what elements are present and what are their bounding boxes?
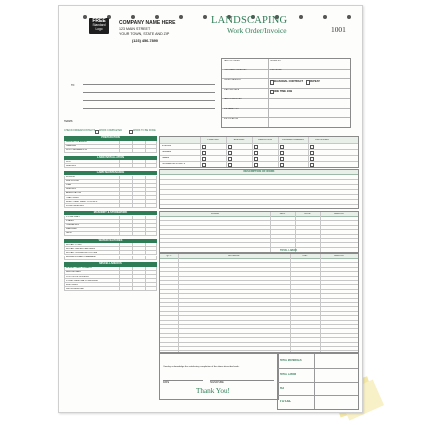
service-entry-cell[interactable] xyxy=(119,287,158,291)
service-entry-cell[interactable] xyxy=(119,164,158,168)
materials-row[interactable] xyxy=(160,262,358,263)
total-labor-label: TOTAL LABOR xyxy=(280,248,297,252)
plant-row-label: FLOWERING PLANTS xyxy=(161,162,185,165)
info-field-input[interactable] xyxy=(223,101,267,107)
plant-col-header: PLANTING xyxy=(207,138,219,141)
logo-line2: Standard xyxy=(92,23,106,27)
materials-row[interactable] xyxy=(160,280,358,281)
service-label: MULCHING xyxy=(66,283,78,286)
plant-row-label: TREES xyxy=(161,156,170,159)
service-label: TERRACING xyxy=(66,224,79,227)
labor-row[interactable] xyxy=(160,238,358,239)
description-box xyxy=(159,169,359,209)
totals-label: TOTAL xyxy=(279,399,292,403)
service-label: WALKWAY xyxy=(66,228,77,231)
binder-hole xyxy=(203,15,207,19)
terms-label: TERMS: xyxy=(64,120,74,123)
materials-row[interactable] xyxy=(160,311,358,312)
materials-col-header: MATERIAL xyxy=(228,254,240,257)
plant-row-label: SHRUBS xyxy=(161,144,172,147)
info-field-input[interactable] xyxy=(223,111,267,117)
service-label: HYDROSEEDING xyxy=(66,204,84,207)
plant-col-header: DEMOLITION xyxy=(258,138,272,141)
date-label: DATE xyxy=(163,381,170,384)
service-label: THATCHING xyxy=(66,196,79,199)
status-check-contacts: CHECK/ORDER/CONTACTS xyxy=(64,129,96,132)
info-field-label: DATE COMPLETED xyxy=(223,98,242,101)
materials-row[interactable] xyxy=(160,333,358,334)
plant-table xyxy=(159,136,359,168)
service-label: LIME xyxy=(66,184,72,187)
totals-value-cell[interactable] xyxy=(314,396,357,409)
plant-col-divider xyxy=(252,137,253,167)
service-categories xyxy=(64,136,157,406)
binder-hole xyxy=(347,15,351,19)
materials-row[interactable] xyxy=(160,315,358,316)
info-field-label: REPEAT xyxy=(309,79,320,83)
section-header-preparation: PREPARATION xyxy=(64,136,157,141)
info-field-label: CUSTOMER ORDER NO. xyxy=(223,69,247,72)
labor-row[interactable] xyxy=(160,220,358,221)
info-row-divider xyxy=(222,117,350,118)
info-field-label: SEASONAL CONTRACT xyxy=(273,79,304,83)
service-label: SOIL PREPARATION xyxy=(66,149,87,152)
plant-row-divider xyxy=(160,143,358,144)
labor-row[interactable] xyxy=(160,242,358,243)
labor-row[interactable] xyxy=(160,225,358,226)
service-entry-cell[interactable] xyxy=(119,149,158,153)
info-field-label: ORDER TAKEN BY xyxy=(223,79,241,82)
info-field-label: DATE OF ORDER xyxy=(223,59,240,62)
plant-col-divider xyxy=(200,137,201,167)
totals-label: TAX xyxy=(279,386,285,390)
binder-hole xyxy=(83,15,87,19)
service-row xyxy=(64,256,157,260)
totals-value-cell[interactable] xyxy=(314,382,357,395)
acknowledgement-text: I hereby acknowledge the satisfactory completion of the above described work. xyxy=(163,366,240,368)
totals-label: TOTAL MATERIALS xyxy=(279,359,302,363)
binder-hole xyxy=(179,15,183,19)
materials-row[interactable] xyxy=(160,320,358,321)
materials-row[interactable] xyxy=(160,298,358,299)
plant-col-header: FERTILIZING xyxy=(315,138,329,141)
to-line[interactable] xyxy=(83,108,215,109)
description-header: DESCRIPTION OF WORK xyxy=(160,170,358,175)
service-label: INSECT AND WEED CONTROL xyxy=(66,200,98,203)
materials-row[interactable] xyxy=(160,342,358,343)
service-label: SNOW REMOVAL xyxy=(66,287,84,290)
materials-row[interactable] xyxy=(160,350,358,351)
service-label: FERTILIZING xyxy=(66,180,80,183)
service-label: SEEDING xyxy=(66,164,76,167)
binder-hole xyxy=(131,15,135,19)
totals-label: TOTAL LABOR xyxy=(279,373,297,377)
section-header-water-features: WATER FEATURES xyxy=(64,239,157,244)
labor-col-header: RATE xyxy=(304,212,311,215)
labor-col-header: LABOR xyxy=(210,212,220,215)
materials-table xyxy=(159,253,359,353)
service-row xyxy=(64,164,157,168)
service-row xyxy=(64,232,157,236)
plant-checkbox[interactable] xyxy=(254,163,258,167)
plant-col-header: BUILDING xyxy=(233,138,245,141)
service-label: POST HOLE DIGGING xyxy=(66,275,89,278)
totals-value-cell[interactable] xyxy=(314,355,357,368)
service-row xyxy=(64,149,157,153)
company-address1: 123 MAIN STREET xyxy=(119,27,151,31)
labor-col-header: HRS. xyxy=(279,212,286,215)
info-field-label: JOB LOCATION xyxy=(223,117,239,120)
service-label: INSTALL POND xyxy=(66,243,82,246)
service-label: GRADING xyxy=(66,145,77,148)
description-line[interactable] xyxy=(160,179,358,180)
service-label: INSTALL SPRINKLER SYSTEM xyxy=(66,251,98,254)
materials-row[interactable] xyxy=(160,293,358,294)
service-row xyxy=(64,204,157,208)
service-label: STUMP REMOVAL & GRINDING xyxy=(66,279,99,282)
service-label: MOWING xyxy=(66,176,76,179)
plant-row-divider xyxy=(160,155,358,156)
thank-you-text: Thank You! xyxy=(196,387,230,395)
labor-row[interactable] xyxy=(160,229,358,230)
form-subtitle: Work Order/Invoice xyxy=(227,26,287,35)
plant-row-label: HEDGES xyxy=(161,150,172,153)
service-entry-cell[interactable] xyxy=(119,256,158,260)
service-label: STAIRS xyxy=(66,220,74,223)
to-line[interactable] xyxy=(83,84,215,85)
plant-checkbox[interactable] xyxy=(228,163,232,167)
service-label: STONE WALL xyxy=(66,216,80,219)
materials-row[interactable] xyxy=(160,337,358,338)
signature-label: SIGNATURE xyxy=(210,381,224,384)
materials-row[interactable] xyxy=(160,346,358,347)
materials-row[interactable] xyxy=(160,302,358,303)
binder-hole xyxy=(155,15,159,19)
binder-hole xyxy=(299,15,303,19)
status-work-to-be-done: WORK TO BE DONE xyxy=(133,129,156,132)
service-label: SEEDING xyxy=(66,188,76,191)
service-label: INSTALL WATER FEATURES xyxy=(66,247,96,250)
plant-row-divider xyxy=(160,149,358,150)
to-line[interactable] xyxy=(83,92,215,93)
service-label: REFUSE HAUL xyxy=(66,271,82,274)
service-label: IRRIGATION AND DRAINAGE xyxy=(66,256,96,259)
labor-row[interactable] xyxy=(160,247,358,248)
description-line[interactable] xyxy=(160,184,358,185)
service-label: DESIGN / PLANNING xyxy=(66,141,88,144)
logo-line1: FREE xyxy=(92,18,106,24)
plant-col-divider xyxy=(308,137,309,167)
job-info-box xyxy=(221,58,351,128)
materials-row[interactable] xyxy=(160,328,358,329)
section-header-lawn-maintenance: LAWN MAINTENANCE xyxy=(64,171,157,176)
company-name: COMPANY NAME HERE xyxy=(119,20,176,26)
info-field-label: STARTING DATE xyxy=(223,88,240,91)
company-logo xyxy=(89,18,109,34)
invoice-form xyxy=(58,5,363,413)
totals-value-cell[interactable] xyxy=(314,368,357,381)
info-field-input[interactable] xyxy=(223,81,267,87)
section-header-miscellaneous: MISCELLANEOUS xyxy=(64,262,157,267)
info-field-label: JOB NAME / NO. xyxy=(223,108,239,111)
form-title: LANDSCAPING xyxy=(211,15,288,26)
service-label: SPRING / FALL CLEANUP xyxy=(66,267,93,270)
plant-col-divider xyxy=(226,137,227,167)
section-header-masonry: MASONRY & STONEWORK xyxy=(64,211,157,216)
to-line[interactable] xyxy=(83,100,215,101)
binder-hole xyxy=(323,15,327,19)
info-field-label: ORDER NO. xyxy=(270,59,282,62)
labor-col-header: AMOUNT xyxy=(333,212,345,215)
plant-checkbox[interactable] xyxy=(280,163,284,167)
materials-row[interactable] xyxy=(160,276,358,277)
info-field-input[interactable] xyxy=(223,72,267,78)
service-entry-cell[interactable] xyxy=(119,204,158,208)
section-header-lawn-installation: LAWN INSTALLATION xyxy=(64,156,157,161)
info-field-label: JOB PHONE xyxy=(270,69,282,72)
company-address2: YOUR TOWN, STATE AND ZIP xyxy=(119,31,170,36)
description-line[interactable] xyxy=(160,194,358,195)
materials-row[interactable] xyxy=(160,271,358,272)
description-line[interactable] xyxy=(160,189,358,190)
materials-row[interactable] xyxy=(160,306,358,307)
materials-row[interactable] xyxy=(160,289,358,290)
description-line[interactable] xyxy=(160,204,358,205)
materials-col-header: QTY. xyxy=(166,254,172,257)
service-entry-cell[interactable] xyxy=(119,232,158,236)
materials-row[interactable] xyxy=(160,284,358,285)
signature-box xyxy=(159,353,279,400)
labor-table xyxy=(159,211,359,253)
status-work-completed: WORK COMPLETED xyxy=(99,129,122,132)
plant-checkbox[interactable] xyxy=(202,163,206,167)
materials-row[interactable] xyxy=(160,324,358,325)
description-line[interactable] xyxy=(160,199,358,200)
totals-col-divider xyxy=(314,354,315,409)
service-label: SOD xyxy=(66,160,71,163)
labor-row[interactable] xyxy=(160,234,358,235)
to-label: TO: xyxy=(71,84,75,87)
service-row xyxy=(64,287,157,291)
materials-col-header: AMOUNT xyxy=(333,254,345,257)
plant-col-header: PRUNING/TRIMMING xyxy=(282,138,304,141)
info-row-divider xyxy=(222,108,350,109)
form-number: 1001 xyxy=(331,25,346,34)
totals-box xyxy=(277,353,359,410)
info-divider xyxy=(268,59,269,127)
materials-row[interactable] xyxy=(160,267,358,268)
logo-line3: Logo xyxy=(95,26,103,31)
company-phone: (123) 456-7890 xyxy=(132,39,158,43)
info-field-label: ONE TIME JOB xyxy=(273,89,293,93)
plant-checkbox[interactable] xyxy=(310,163,314,167)
materials-col-header: UNIT xyxy=(302,254,308,257)
service-label: PATIO xyxy=(66,232,73,235)
plant-col-divider xyxy=(278,137,279,167)
plant-row-divider xyxy=(160,161,358,162)
service-label: AERIFICATION xyxy=(66,192,82,195)
